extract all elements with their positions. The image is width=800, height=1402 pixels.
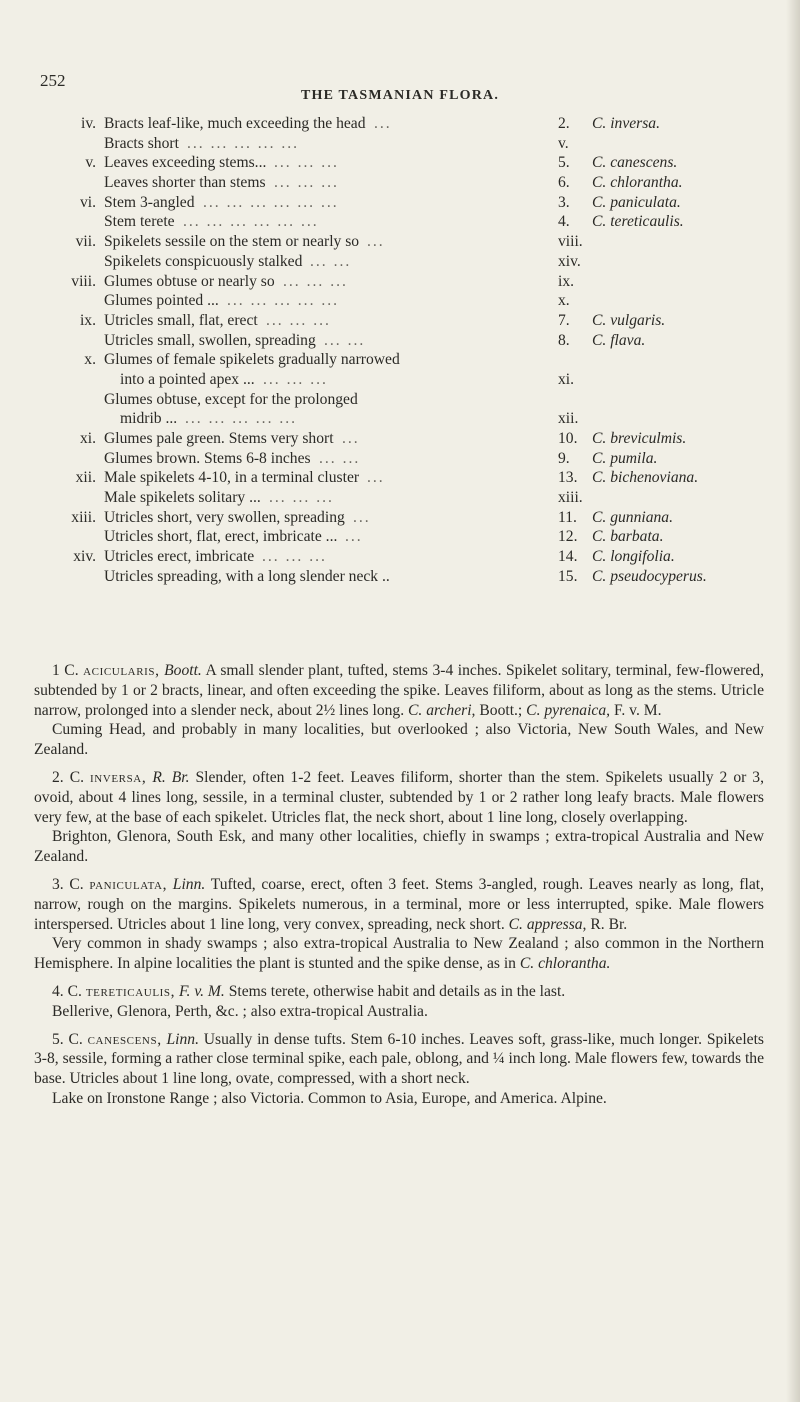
running-head: THE TASMANIAN FLORA. [300,88,500,103]
key-reference: 9. [558,449,570,467]
entry-paniculata [34,875,764,934]
key-reference: 11. [558,508,577,526]
key-reference: 15. [558,567,578,585]
key-lead-text: Utricles small, flat, erect [104,311,258,329]
species-description: Slender, often 1-2 feet. Leaves filiform, shorter than the stem. Spikelets usually 2 or 3, ovoid, about 4 lines long, sessile, in a terminal cluster, subtended by 1 or 2 rather long leafy bracts. Male flowers very few, at the base of each spikelet. Utricles flat, the neck short, about 1 line long, closely overlapping. [34,768,764,826]
key-row [62,527,762,547]
page-number: 252 [40,71,66,90]
key-reference: v. [558,134,569,152]
key-row [62,331,762,351]
key-reference: 13. [558,469,578,487]
entry-number: 4. [52,982,64,1000]
key-species: C. flava. [592,331,646,349]
key-leader-dots: ... [345,528,363,546]
genus-abbrev: C. [69,768,84,786]
key-row [62,134,762,154]
key-species: C. barbata. [592,528,664,546]
key-row [62,468,762,488]
key-row [62,449,762,469]
entry-number: 1 [52,662,60,679]
key-row [62,311,762,331]
species-description: A small slender plant, tufted, stems 3-4 inches. Spikelet solitary, terminal, few-flowered, subtended by 1 or 2 bracts, linear, and often exceeding the spike. Leaves filiform, about as long as the stems. Utricle narrow, prolonged into a slender neck, about 2½ lines long. [34,662,764,719]
key-lead-text: Glumes of female spikelets gradually narrowed [104,351,400,369]
key-reference: 5. [558,154,570,172]
key-lead-text: into a pointed apex ... [120,370,255,388]
locality: Brighton, Glenora, South Esk, and many other localities, chiefly in swamps ; extra-tropical Australia and New Zealand. [34,828,764,866]
entry-acicularis [34,661,764,720]
key-leader-dots: ... ... ... [274,154,339,172]
key-lead-number: xi. [79,430,96,447]
key-leader-dots: ... ... ... [269,489,334,507]
locality-species-ref: C. chlorantha. [519,955,611,973]
key-leader-dots: ... ... [324,331,366,349]
locality-text: Very common in shady swamps ; also extra-tropical Australia to New Zealand ; also common in the Northern Hemisphere. In alpine localities the plant is stunted and the spike dense, as in [34,935,764,973]
key-row [62,547,762,567]
synonym-author: F. v. M. [613,701,662,719]
key-leader-dots: ... [367,469,385,487]
key-species: C. gunniana. [592,508,674,526]
key-reference: viii. [558,233,583,251]
locality: Bellerive, Glenora, Perth, &c. ; also extra-tropical Australia. [52,1002,428,1020]
key-row [62,114,762,134]
key-row [62,252,762,272]
genus-abbrev: C. [68,1030,83,1048]
key-reference: 3. [558,193,570,211]
key-lead-text: Bracts leaf-like, much exceeding the head [104,115,366,132]
key-lead-text: midrib ... [120,410,178,428]
entry-canescens [34,1030,764,1089]
species-name: acicularis, [83,662,160,679]
page-edge-shadow [786,0,800,1402]
entry-tereticaulis [34,982,764,1002]
locality: Cuming Head, and probably in many localities, but overlooked ; also Victoria, New South Wales, and New Zealand. [34,721,764,759]
key-row [62,193,762,213]
synonym-author: R. Br. [590,915,628,933]
key-species: C. bichenoviana. [592,469,699,487]
key-row [62,232,762,252]
key-lead-text: Utricles short, very swollen, spreading [104,508,345,526]
key-leader-dots: ... ... ... [262,548,327,566]
species-name: canescens, [87,1030,162,1048]
key-reference: xiv. [558,252,581,270]
key-leader-dots: ... ... ... ... ... [187,134,300,152]
locality: Lake on Ironstone Range ; also Victoria. Common to Asia, Europe, and America. Alpine. [52,1089,607,1107]
key-species: C. paniculata. [592,193,681,211]
key-lead-number: xiii. [71,508,96,526]
key-row [62,390,762,410]
key-row [62,429,762,449]
species-key [62,114,762,587]
key-reference: 12. [558,528,578,546]
key-lead-text: Bracts short [104,134,179,152]
key-lead-text: Glumes pointed ... [104,292,219,310]
species-description: Usually in dense tufts. Stem 6-10 inches. Leaves soft, grass-like, much longer. Spikelets 3-8, sessile, forming a rather close terminal spike, each pale, oblong, and ¼ inch long. Male flowers few, towards the base. Utricles about 1 line long, ovate, compressed, with a short neck. [34,1030,765,1088]
key-leader-dots: ... [353,508,371,526]
key-species: C. longifolia. [592,548,675,566]
key-leader-dots: ... ... ... ... ... ... [183,213,319,231]
key-row [62,508,762,528]
key-lead-text: Stem 3-angled [104,193,195,211]
key-row [62,291,762,311]
key-reference: 6. [558,174,570,192]
key-row [62,370,762,390]
key-lead-text: Glumes obtuse, except for the prolonged [104,390,358,408]
key-reference: xiii. [558,489,583,507]
key-species: C. pseudocyperus. [592,567,707,585]
key-lead-text: Leaves shorter than stems [104,174,266,192]
key-species: C. pumila. [592,449,658,467]
key-lead-number: x. [84,351,96,369]
genus-abbrev: C. [67,982,82,1000]
species-name: tereticaulis, [85,982,176,1000]
species-author: Linn. [166,1030,199,1048]
species-author: R. Br. [152,768,190,786]
key-reference: ix. [558,272,575,290]
key-leader-dots: ... [374,115,392,132]
key-row [62,409,762,429]
key-species: C. tereticaulis. [592,213,684,231]
key-leader-dots: ... [342,430,360,447]
key-row [62,153,762,173]
key-reference: 4. [558,213,570,231]
locality [34,934,764,974]
key-lead-text: Glumes pale green. Stems very short [104,430,334,447]
key-lead-number: v. [85,154,96,172]
key-leader-dots: ... ... ... [263,370,328,388]
key-leader-dots: ... ... [310,252,352,270]
key-reference: xii. [558,410,579,428]
key-row [62,567,762,587]
key-lead-text: Glumes brown. Stems 6-8 inches [104,449,311,467]
key-leader-dots: ... ... ... [283,272,348,290]
key-leader-dots: ... ... ... [266,311,331,329]
key-leader-dots: ... ... ... ... ... ... [203,193,339,211]
key-reference: 2. [558,115,570,132]
key-lead-text: Utricles erect, imbricate [104,548,255,566]
key-lead-number: vi. [79,193,96,211]
key-lead-text: Stem terete [104,213,175,231]
key-lead-text: Male spikelets solitary ... [104,489,261,507]
species-description: Stems terete, otherwise habit and details as in the last. [228,982,566,1000]
key-lead-number: vii. [75,233,96,251]
key-species: C. vulgaris. [592,311,666,329]
key-lead-number: xii. [75,469,96,487]
synonym: C. appressa, [508,915,587,933]
genus-abbrev: C. [64,662,79,679]
genus-abbrev: C. [69,875,84,893]
key-row [62,212,762,232]
species-author: Linn. [172,875,206,893]
entry-number: 3. [52,875,64,893]
key-lead-text: Glumes obtuse or nearly so [104,272,275,290]
key-reference: xi. [558,370,575,388]
entry-number: 5. [52,1030,64,1048]
key-leader-dots: ... ... ... ... ... [185,410,298,428]
entry-number: 2. [52,768,64,786]
key-species: C. chlorantha. [592,174,683,192]
key-species: C. canescens. [592,154,678,172]
entry-inversa [34,768,764,827]
key-reference: x. [558,292,570,310]
key-species: C. breviculmis. [592,430,687,447]
key-reference: 7. [558,311,570,329]
key-lead-text: Spikelets conspicuously stalked [104,252,303,270]
key-leader-dots: ... [367,233,385,251]
species-author: F. v. M. [179,982,225,1000]
species-name: paniculata, [89,875,168,893]
key-reference: 8. [558,331,570,349]
key-reference: 14. [558,548,578,566]
synonym: C. pyrenaica, [526,701,611,719]
key-species: C. inversa. [592,115,661,132]
key-lead-text: Leaves exceeding stems... [104,154,267,172]
key-row [62,350,762,370]
key-reference: 10. [558,430,578,447]
synonym-author: Boott.; [479,701,523,719]
synonym: C. archeri, [408,701,476,719]
key-row [62,272,762,292]
key-leader-dots: ... ... ... ... ... [227,292,340,310]
key-lead-number: ix. [79,311,96,329]
species-entries [34,661,764,1109]
key-row [62,173,762,193]
key-leader-dots: ... ... [319,449,361,467]
species-author: Boott. [164,662,202,679]
key-lead-number: xiv. [73,548,96,566]
key-lead-number: iv. [80,115,96,132]
key-lead-number: viii. [71,272,96,290]
species-name: inversa, [89,768,147,786]
key-leader-dots: ... ... ... [274,174,339,192]
key-lead-text: Spikelets sessile on the stem or nearly so [104,233,360,251]
species-description: Tufted, coarse, erect, often 3 feet. Stems 3-angled, rough. Leaves nearly as long, flat, narrow, rough on the margins. Spikelets numerous, in a terminal, more or less interrupted, spike. Male flowers interspersed. Utricles about 1 line long, very convex, spreading, neck short. [34,875,764,933]
key-lead-text: Utricles small, swollen, spreading [104,331,316,349]
key-lead-text: Utricles spreading, with a long slender neck .. [104,567,390,585]
key-lead-text: Male spikelets 4-10, in a terminal cluster [104,469,360,487]
key-row [62,488,762,508]
key-lead-text: Utricles short, flat, erect, imbricate ... [104,528,338,546]
